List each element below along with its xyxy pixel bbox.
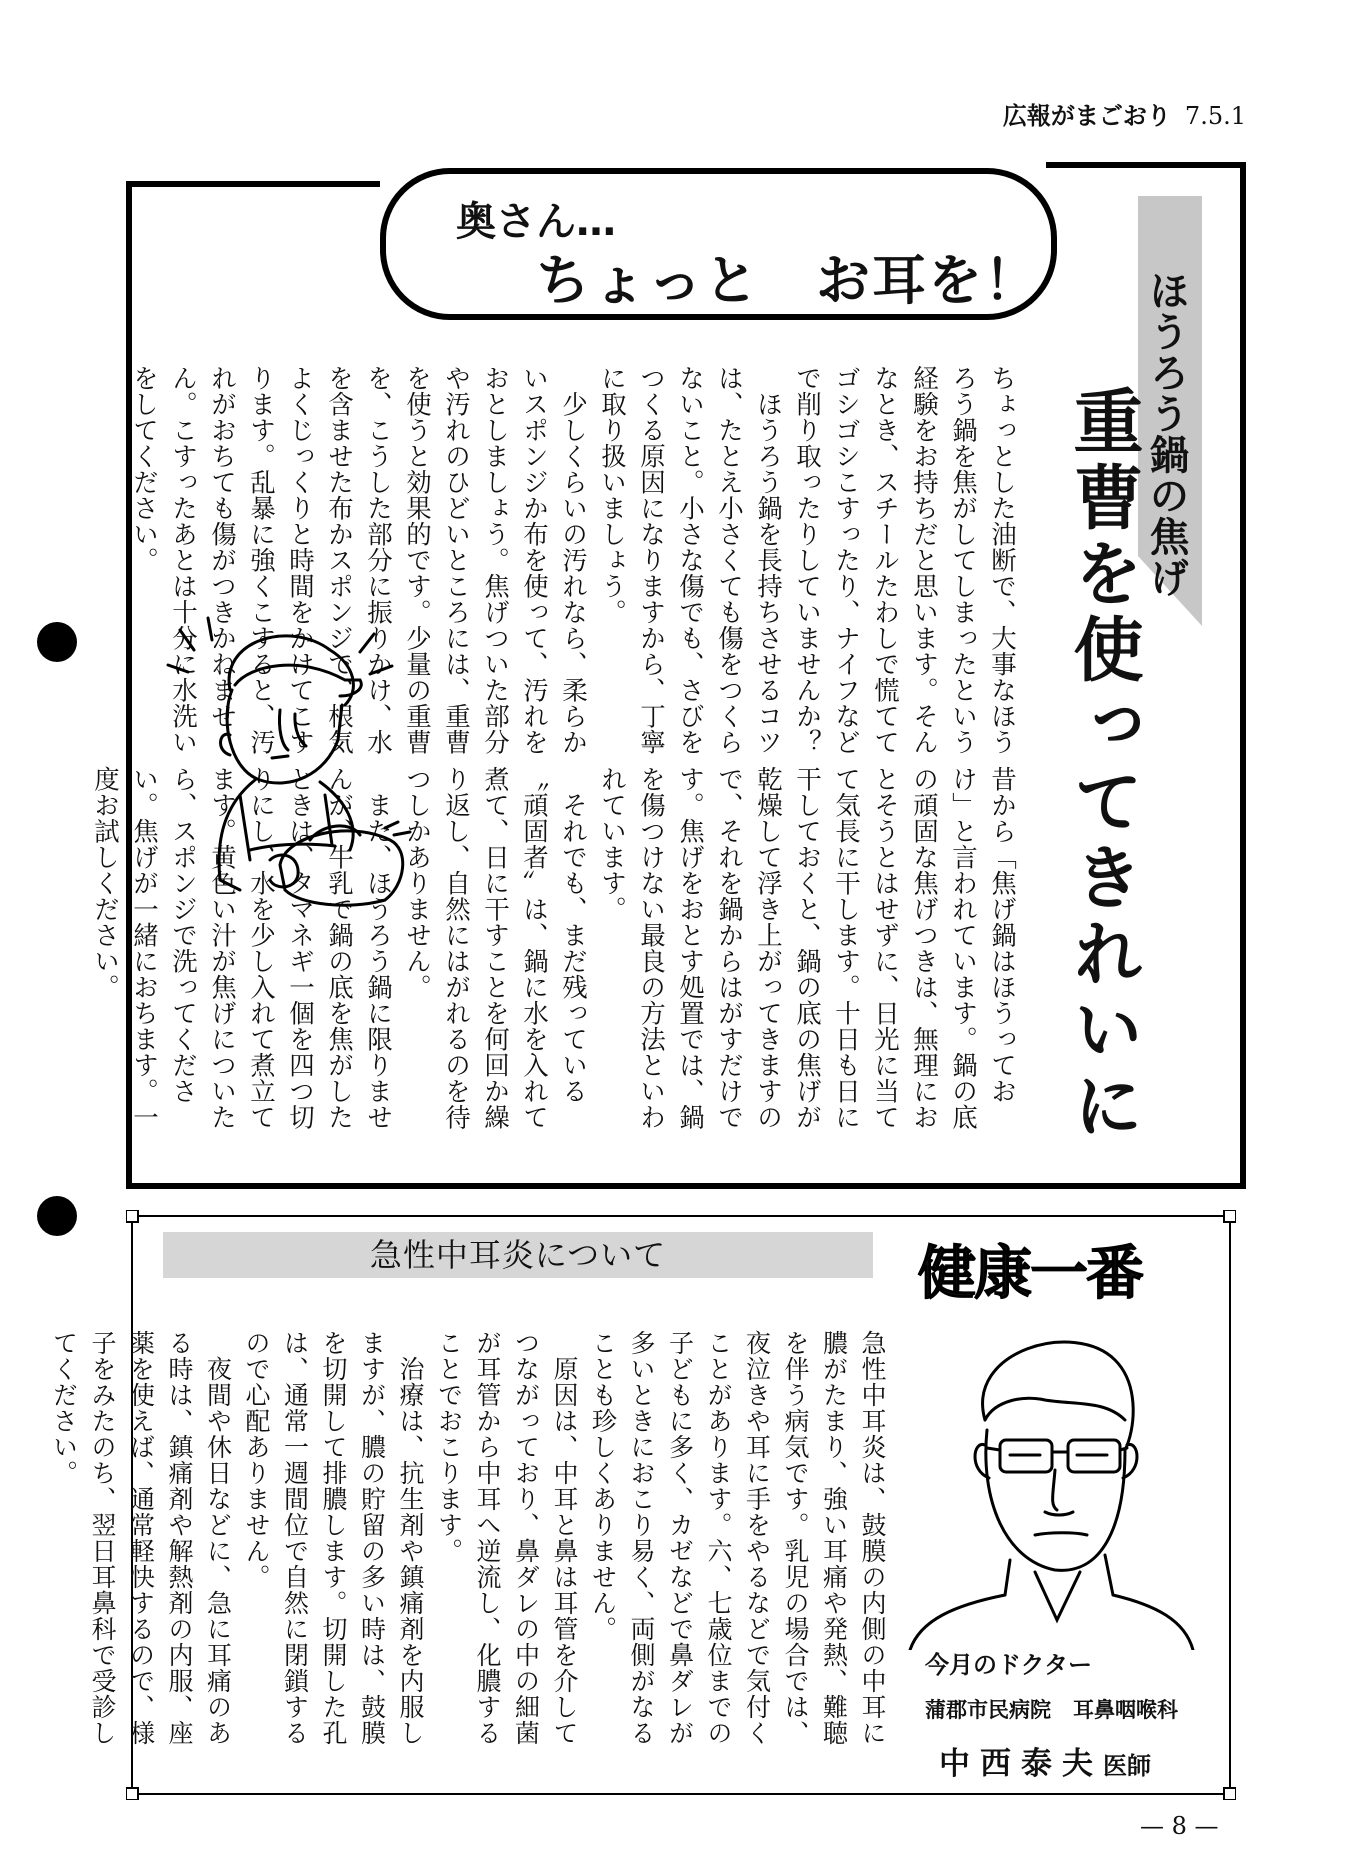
doctor-title: 医師 (1103, 1752, 1151, 1780)
doctor-affiliation (925, 1694, 1178, 1724)
hospital-name: 蒲郡市民病院 (925, 1698, 1051, 1722)
doctor-caption-block (925, 1645, 1178, 1783)
doctor-name-line (939, 1738, 1178, 1783)
housewife-illustration (160, 610, 420, 910)
column-title: 健康一番 (918, 1239, 1143, 1307)
article-subtitle-main: 重曹を使ってきれいに (1062, 385, 1145, 1145)
doctor-name: 中西泰夫 (939, 1746, 1103, 1782)
binder-hole-lower (37, 1196, 77, 1236)
article-body-upper: ちょっとした油断で、大事なほうろう鍋を焦がしてしまったという経験をお持ちだと思います。そんなとき、スチールたわしで慌ててゴシゴシこすったり、ナイフなどで削り取ったりしていませんか？ ほうろう鍋を長持ちさせるコツは、たとえ小さくても傷をつくらないこと。小さな傷でも、さびをつくる原因になりますから、丁寧に取り扱いましょう。 少しくらいの汚れなら、柔らかいスポンジか布を使って、汚れをおとしましょう。焦げついた部分や汚れのひどいところには、重曹を使うと効果的です。少量の重曹を、こうした部分に振りかけ、水を含ませた布かスポンジで、根気よくじっくりと時間をかけてこすります。乱暴に強くこすると、汚れがおちても傷がつきかねません。こすったあとは十分に水洗いをしてください。 (129, 365, 1017, 755)
article-title-box (380, 168, 1057, 320)
doctor-caption: 今月のドクター (925, 1651, 1093, 1679)
article-subtitle-small: ほうろう鍋の焦げ (1143, 270, 1189, 598)
department-name: 耳鼻咽喉科 (1073, 1698, 1178, 1722)
title-line-2: ちょっと お耳を！ (536, 249, 1040, 312)
doctor-portrait-illustration (905, 1320, 1195, 1650)
issue-date: 7.5.1 (1184, 102, 1246, 130)
binder-hole-upper (37, 622, 77, 662)
title-line-1: 奥さん… (456, 199, 616, 245)
page-header (1003, 96, 1246, 131)
section-title-banner: 急性中耳炎について (163, 1232, 873, 1278)
health-article-body: 急性中耳炎は、鼓膜の内側の中耳に膿がたまり、強い耳痛や発熱、難聴を伴う病気です。乳児の場合では、夜泣きや耳に手をやるなどで気付くことがあります。六、七歳位までの子どもに多く、カゼなどで鼻ダレが多いときにおこり易く、両側がなることも珍しくありません。 原因は、中耳と鼻は耳管を介してつながっており、鼻ダレの中の細菌が耳管から中耳へ逆流し、化膿することでおこります。 治療は、抗生剤や鎮痛剤を内服しますが、膿の貯留の多い時は、鼓膜を切開して排膿します。切開した孔は、通常一週間位で自然に閉鎖するので心配ありません。 夜間や休日などに、急に耳痛のある時は、鎮痛剤や解熱剤の内服、座薬を使えば、通常軽快するので、様子をみたのち、翌日耳鼻科で受診してください。 (49, 1330, 887, 1746)
page-number: — 8 — (1140, 1812, 1219, 1840)
article-body-lower: 昔から「焦げ鍋はほうっておけ」と言われています。鍋の底の頑固な焦げつきは、無理におとそうとはせずに、日光に当てて気長に干します。十日も日に干しておくと、鍋の底の焦げが乾燥して浮き上がってきますので、それを鍋からはがすだけです。焦げをおとす処置では、鍋を傷つけない最良の方法といわれています。 それでも、まだ残っている〝頑固者〟は、鍋に水を入れて煮て、日に干すことを何回か繰り返し、自然にはがれるのを待つしかありません。 また、ほうろう鍋に限りませんが、牛乳で鍋の底を焦がしたときは、タマネギ一個を四つ切りにし、水を少し入れて煮立てます。黄色い汁が焦げについたら、スポンジで洗ってください。焦げが一緒におちます。一度お試しください。 (90, 766, 1017, 1130)
publication-name: 広報がまごおり (1002, 102, 1171, 130)
